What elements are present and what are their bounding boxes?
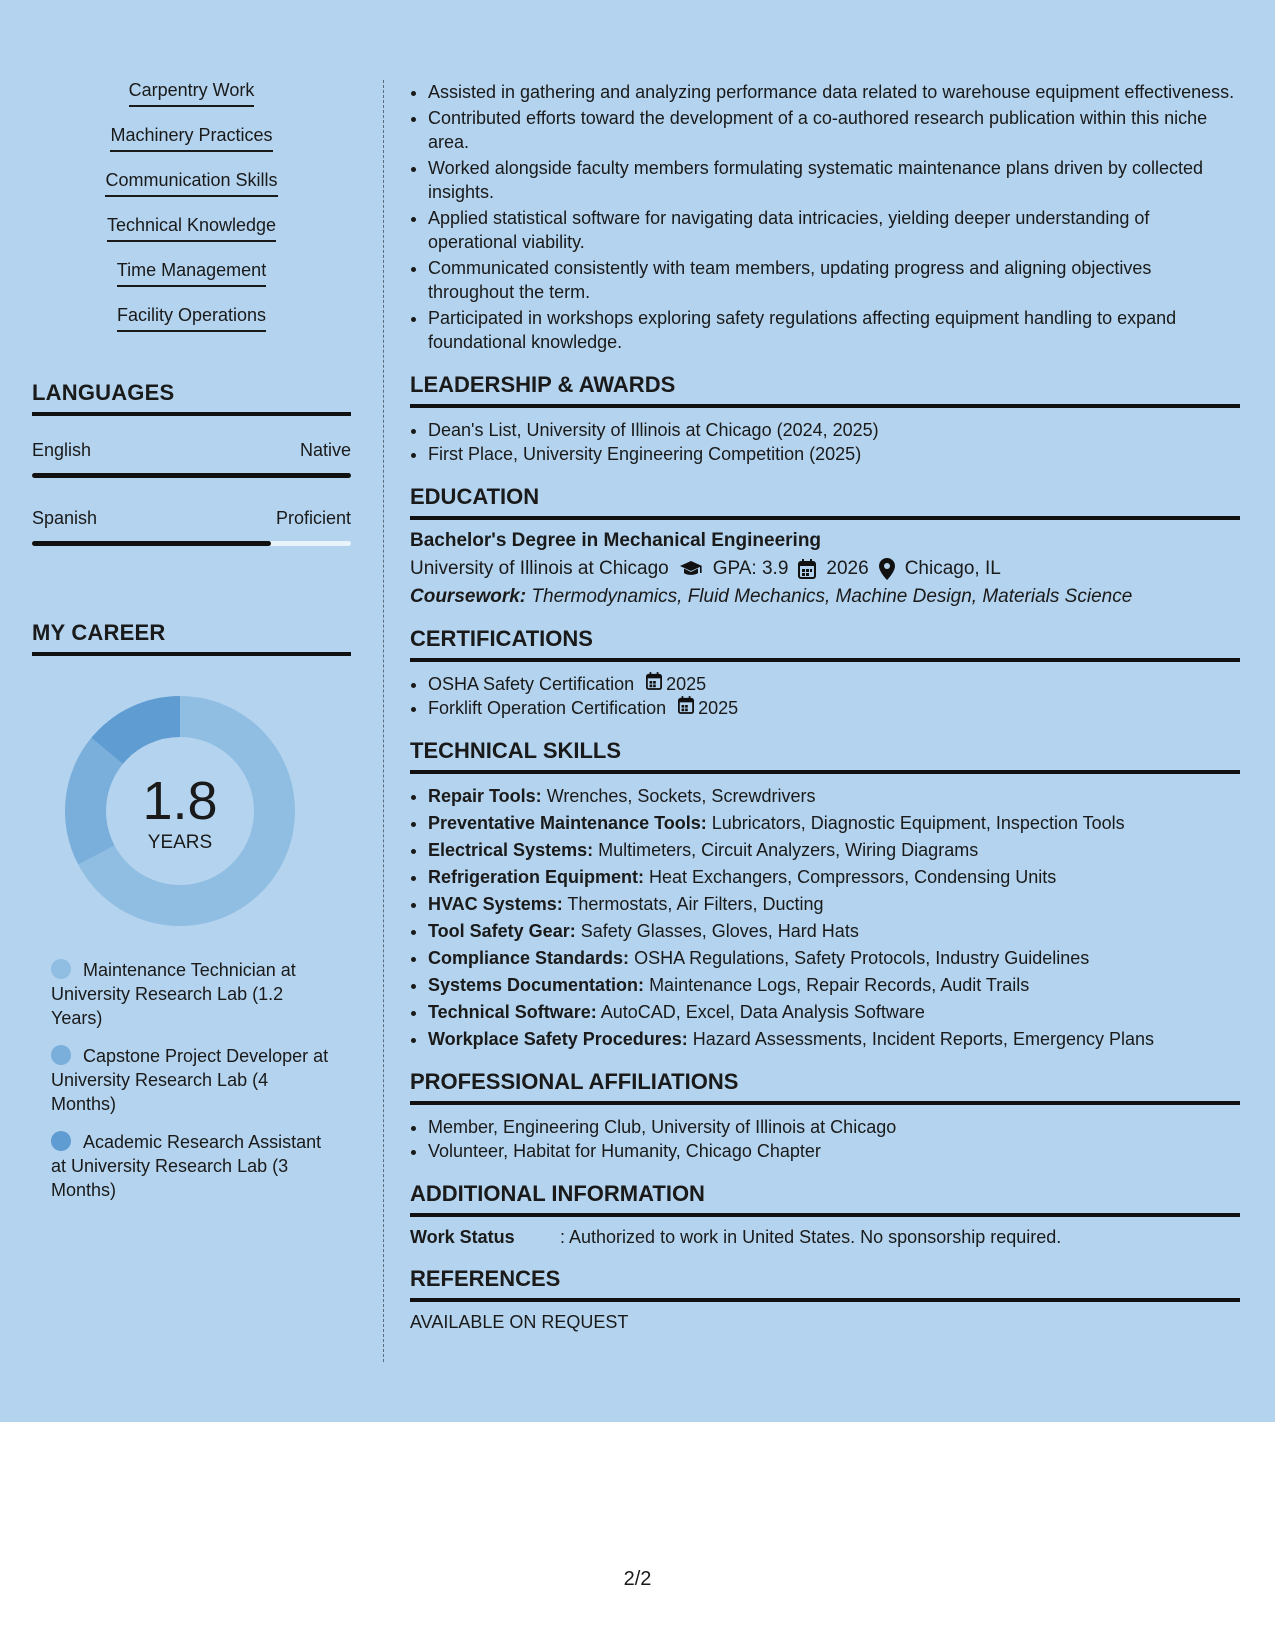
technical-skill-item	[428, 973, 1240, 997]
skill-value: Safety Glasses, Gloves, Hard Hats	[580, 921, 859, 941]
calendar-icon	[798, 559, 816, 579]
skill-label: Workplace Safety Procedures:	[428, 1029, 688, 1049]
experience-bullet: • Worked alongside faculty members formulating systematic maintenance plans driven by collected insights.	[428, 156, 1240, 204]
certification-date: 2025	[698, 698, 739, 718]
technical-skill-item	[428, 946, 1240, 970]
skill-value: Multimeters, Circuit Analyzers, Wiring Diagrams	[598, 840, 979, 860]
skill-tag: Facility Operations	[117, 305, 266, 332]
skill-value: OSHA Regulations, Safety Protocols, Industry Guidelines	[634, 948, 1090, 968]
technical-skills-list	[410, 784, 1240, 1051]
language-bar-fill	[32, 541, 271, 546]
skill-label: Electrical Systems:	[428, 840, 594, 860]
certifications-heading: CERTIFICATIONS	[410, 626, 1240, 662]
legend-dot	[51, 1131, 71, 1151]
leadership-item: • First Place, University Engineering Competition (2025)	[428, 442, 1240, 466]
career-label: Capstone Project Developer at University Research Lab (4 Months)	[51, 1046, 329, 1114]
technical-skill-item	[428, 892, 1240, 916]
legend-dot	[51, 959, 71, 979]
technical-skills-heading: TECHNICAL SKILLS	[410, 738, 1240, 774]
experience-bullet: • Assisted in gathering and analyzing performance data related to warehouse equipment effectiveness.	[428, 80, 1240, 104]
skill-label: Repair Tools:	[428, 786, 542, 806]
page-number: 2/2	[623, 1568, 652, 1590]
skill-value: Maintenance Logs, Repair Records, Audit Trails	[649, 975, 1030, 995]
skill-label: Refrigeration Equipment:	[428, 867, 645, 887]
location: Chicago, IL	[904, 558, 1001, 579]
skill-label: HVAC Systems:	[428, 894, 563, 914]
work-status-label: Work Status	[410, 1227, 515, 1247]
leadership-heading: LEADERSHIP & AWARDS	[410, 372, 1240, 408]
technical-skill-item	[428, 1000, 1240, 1024]
language-bar	[32, 541, 351, 546]
experience-bullet: • Participated in workshops exploring safety regulations affecting equipment handling to expand foundational knowledge.	[428, 306, 1240, 354]
certification-name: OSHA Safety Certification	[428, 674, 635, 694]
skill-value: Wrenches, Sockets, Screwdrivers	[546, 786, 816, 806]
coursework	[410, 586, 1240, 608]
affiliation-item: • Volunteer, Habitat for Humanity, Chicago Chapter	[428, 1139, 1240, 1163]
work-status-row	[410, 1227, 1240, 1248]
skill-label: Technical Software:	[428, 1002, 597, 1022]
skill-label: Compliance Standards:	[428, 948, 630, 968]
career-legend-item	[51, 1130, 331, 1202]
career-donut-chart	[65, 696, 295, 926]
skill-tag: Technical Knowledge	[107, 215, 276, 242]
certification-item	[428, 696, 1240, 720]
language-name: English	[32, 440, 92, 460]
certification-date: 2025	[666, 674, 707, 694]
coursework-label: Coursework:	[410, 586, 527, 607]
technical-skill-item	[428, 1027, 1240, 1051]
school-name: University of Illinois at Chicago	[410, 558, 669, 579]
technical-skill-item	[428, 811, 1240, 835]
language-spanish	[32, 508, 351, 546]
skill-value: Thermostats, Air Filters, Ducting	[567, 894, 824, 914]
gpa: GPA: 3.9	[712, 558, 789, 579]
column-divider	[383, 80, 384, 1362]
career-legend-item	[51, 1044, 331, 1116]
leadership-item: • Dean's List, University of Illinois at Chicago (2024, 2025)	[428, 418, 1240, 442]
affiliation-item: • Member, Engineering Club, University of Illinois at Chicago	[428, 1115, 1240, 1139]
experience-bullet: • Communicated consistently with team members, updating progress and aligning objectives throughout the term.	[428, 256, 1240, 304]
career-label: Academic Research Assistant at University Research Lab (3 Months)	[51, 1132, 322, 1200]
certifications-list	[410, 672, 1240, 720]
technical-skill-item	[428, 865, 1240, 889]
main-column	[410, 80, 1240, 1333]
skill-tag: Carpentry Work	[129, 80, 255, 107]
skill-value: Hazard Assessments, Incident Reports, Emergency Plans	[692, 1029, 1155, 1049]
technical-skill-item	[428, 784, 1240, 808]
calendar-icon	[646, 672, 666, 696]
education-heading: EDUCATION	[410, 484, 1240, 520]
career-legend	[32, 958, 331, 1202]
graduation-cap-icon	[679, 560, 703, 578]
calendar-icon	[678, 696, 698, 720]
career-heading: MY CAREER	[32, 620, 351, 656]
language-bar-fill	[32, 473, 351, 478]
language-level: Native	[299, 440, 351, 460]
language-english	[32, 440, 351, 478]
skill-value: AutoCAD, Excel, Data Analysis Software	[600, 1002, 925, 1022]
graduation-year: 2026	[826, 558, 869, 579]
skill-value: Heat Exchangers, Compressors, Condensing Units	[649, 867, 1057, 887]
certification-name: Forklift Operation Certification	[428, 698, 667, 718]
skill-value: Lubricators, Diagnostic Equipment, Inspection Tools	[711, 813, 1125, 833]
languages-heading: LANGUAGES	[32, 380, 351, 416]
experience-bullets	[410, 80, 1240, 354]
skill-label: Systems Documentation:	[428, 975, 645, 995]
map-pin-icon	[879, 558, 895, 580]
sidebar	[32, 80, 351, 1216]
references-text: AVAILABLE ON REQUEST	[410, 1312, 629, 1332]
language-level: Proficient	[275, 508, 351, 528]
skill-tag: Machinery Practices	[110, 125, 272, 152]
degree-title: Bachelor's Degree in Mechanical Engineering	[410, 530, 822, 551]
education-details	[410, 558, 1240, 580]
affiliations-heading: PROFESSIONAL AFFILIATIONS	[410, 1069, 1240, 1105]
career-total-number: 1.8	[142, 771, 218, 831]
technical-skill-item	[428, 838, 1240, 862]
language-bar	[32, 473, 351, 478]
leadership-list	[410, 418, 1240, 466]
affiliations-list	[410, 1115, 1240, 1163]
certification-item	[428, 672, 1240, 696]
skill-tag: Time Management	[117, 260, 266, 287]
experience-bullet: • Applied statistical software for navigating data intricacies, yielding deeper understanding of operational viability.	[428, 206, 1240, 254]
career-legend-item	[51, 958, 331, 1030]
references-heading: REFERENCES	[410, 1266, 1240, 1302]
skill-tag: Communication Skills	[105, 170, 277, 197]
work-status-value: : Authorized to work in United States. No sponsorship required.	[560, 1227, 1062, 1247]
career-label: Maintenance Technician at University Research Lab (1.2 Years)	[51, 960, 296, 1028]
technical-skill-item	[428, 919, 1240, 943]
experience-bullet: • Contributed efforts toward the development of a co-authored research publication within this niche area.	[428, 106, 1240, 154]
career-total-unit: YEARS	[147, 832, 213, 853]
skill-label: Preventative Maintenance Tools:	[428, 813, 707, 833]
skill-tags	[32, 80, 351, 350]
skill-label: Tool Safety Gear:	[428, 921, 576, 941]
coursework-text: Thermodynamics, Fluid Mechanics, Machine Design, Materials Science	[531, 586, 1133, 607]
additional-info-heading: ADDITIONAL INFORMATION	[410, 1181, 1240, 1217]
legend-dot	[51, 1045, 71, 1065]
language-name: Spanish	[32, 508, 98, 528]
